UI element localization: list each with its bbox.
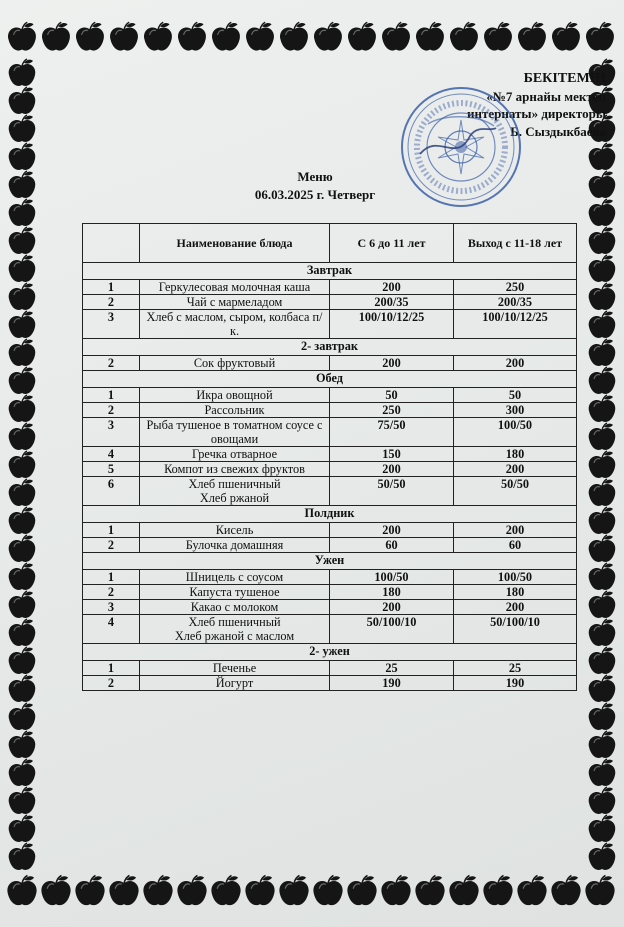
item-number: 2 [83,356,140,371]
item-number: 2 [83,538,140,553]
table-row [83,676,577,691]
portion-6-11: 50/50 [330,477,454,506]
table-row [83,418,577,447]
apple-icon [9,507,36,534]
apple-icon [9,591,36,618]
dish-name: Печенье [140,661,330,676]
section-title: 2- завтрак [83,339,577,356]
portion-11-18: 60 [454,538,577,553]
dish-name: Икра овощной [140,388,330,403]
apple-icon [144,22,172,50]
table-row [83,462,577,477]
approval-line: БЕКІТЕМІН [523,71,606,86]
apple-icon [9,647,36,674]
item-number: 3 [83,418,140,447]
apple-icon [9,619,36,646]
apple-icon [9,311,36,338]
apple-icon [8,22,36,50]
apple-icon [9,115,36,142]
item-number: 2 [83,585,140,600]
apple-icon [75,876,104,906]
apple-icon [9,395,36,422]
apple-icon [314,22,342,50]
apple-icon [589,143,616,170]
section-row [83,263,577,280]
apple-icon [589,759,616,786]
dish-name: Кисель [140,523,330,538]
item-number: 4 [83,615,140,644]
portion-6-11: 200/35 [330,295,454,310]
header-num [83,224,140,263]
portion-6-11: 200 [330,280,454,295]
portion-6-11: 100/50 [330,570,454,585]
apple-icon [9,787,36,814]
portion-11-18: 100/50 [454,418,577,447]
item-number: 3 [83,310,140,339]
table-header-row [83,224,577,263]
dish-name: Рассольник [140,403,330,418]
portion-6-11: 25 [330,661,454,676]
portion-11-18: 50/100/10 [454,615,577,644]
section-title: Обед [83,371,577,388]
item-number: 1 [83,388,140,403]
apple-icon [551,876,580,906]
apple-icon [589,731,616,758]
item-number: 2 [83,295,140,310]
portion-6-11: 100/10/12/25 [330,310,454,339]
portion-11-18: 200 [454,523,577,538]
table-row [83,447,577,462]
item-number: 3 [83,600,140,615]
portion-11-18: 200/35 [454,295,577,310]
dish-name: Чай с мармеладом [140,295,330,310]
apple-icon [589,227,616,254]
apple-icon [9,535,36,562]
portion-11-18: 100/50 [454,570,577,585]
portion-6-11: 50 [330,388,454,403]
table-row [83,600,577,615]
apple-icon [589,535,616,562]
dish-name: Хлеб пшеничный Хлеб ржаной [140,477,330,506]
table-row [83,661,577,676]
apple-icon [589,507,616,534]
item-number: 2 [83,676,140,691]
section-row [83,553,577,570]
apple-icon [586,22,614,50]
table-row [83,538,577,553]
apple-icon [211,876,240,906]
portion-11-18: 300 [454,403,577,418]
apple-icon [9,731,36,758]
dish-name: Рыба тушеное в томатном соусе с овощами [140,418,330,447]
apple-icon [585,876,614,906]
apple-icon [9,283,36,310]
portion-11-18: 180 [454,447,577,462]
apple-icon [313,876,342,906]
apple-icon [110,22,138,50]
portion-6-11: 200 [330,523,454,538]
apple-icon [9,759,36,786]
apple-icon [178,22,206,50]
portion-11-18: 200 [454,462,577,477]
apple-icon [450,22,478,50]
apple-icon [589,255,616,282]
apple-icon [7,876,36,906]
apple-icon [416,22,444,50]
header-dish: Наименование блюда [140,224,330,263]
dish-name: Геркулесовая молочная каша [140,280,330,295]
apple-icon [589,311,616,338]
menu-body [83,263,577,691]
approval-line: «№7 арнайы мектеп [486,88,606,104]
apple-icon [143,876,172,906]
table-row [83,570,577,585]
apple-icon [589,395,616,422]
apple-icon [415,876,444,906]
apple-icon [589,283,616,310]
apple-icon [449,876,478,906]
item-number: 2 [83,403,140,418]
table-row [83,388,577,403]
apple-icon [246,22,274,50]
apple-icon [518,22,546,50]
apple-icon [484,22,512,50]
apple-icon [483,876,512,906]
dish-name: Гречка отварное [140,447,330,462]
apple-icon [9,451,36,478]
section-title: Ужен [83,553,577,570]
portion-6-11: 60 [330,538,454,553]
apple-icon [9,703,36,730]
apple-icon [382,22,410,50]
section-row [83,339,577,356]
portion-6-11: 150 [330,447,454,462]
portion-11-18: 200 [454,356,577,371]
section-row [83,371,577,388]
item-number: 1 [83,280,140,295]
menu-title: Меню [297,169,333,184]
apple-icon [589,423,616,450]
apple-icon [589,647,616,674]
apple-icon [9,675,36,702]
dish-name: Сок фруктовый [140,356,330,371]
menu-date: 06.03.2025 г. Четверг [254,187,376,202]
portion-6-11: 180 [330,585,454,600]
portion-11-18: 190 [454,676,577,691]
apple-icon [589,675,616,702]
apple-icon [279,876,308,906]
portion-6-11: 200 [330,600,454,615]
apple-icon [589,703,616,730]
portion-11-18: 200 [454,600,577,615]
apple-icon [9,199,36,226]
apple-icon [9,339,36,366]
table-row [83,477,577,506]
dish-name: Йогурт [140,676,330,691]
section-title: 2- ужен [83,644,577,661]
apple-icon [9,367,36,394]
section-title: Завтрак [83,263,577,280]
table-row [83,295,577,310]
apple-icon [76,22,104,50]
approval-line: интернаты» директоры [467,106,606,121]
header-age-11-18: Выход с 11-18 лет [454,224,577,263]
apple-icon [245,876,274,906]
menu-title-block [150,168,480,204]
apple-icon [589,619,616,646]
table-row [83,615,577,644]
portion-11-18: 25 [454,661,577,676]
apple-icon [280,22,308,50]
apple-icon [109,876,138,906]
apple-icon [9,143,36,170]
apple-icon [589,787,616,814]
table-row [83,403,577,418]
dish-name: Какао с молоком [140,600,330,615]
apple-icon [517,876,546,906]
apple-icon [9,423,36,450]
portion-11-18: 250 [454,280,577,295]
apple-icon [348,22,376,50]
table-row [83,280,577,295]
item-number: 1 [83,570,140,585]
apple-icon [9,815,36,842]
dish-name: Хлеб с маслом, сыром, колбаса п/к. [140,310,330,339]
item-number: 1 [83,661,140,676]
apple-icon [589,451,616,478]
apple-icon [589,843,616,870]
portion-11-18: 180 [454,585,577,600]
apple-icon [589,815,616,842]
item-number: 4 [83,447,140,462]
apple-icon [589,479,616,506]
dish-name: Капуста тушеное [140,585,330,600]
portion-6-11: 200 [330,356,454,371]
apple-icon [589,171,616,198]
section-title: Полдник [83,506,577,523]
portion-6-11: 250 [330,403,454,418]
apple-icon [589,591,616,618]
header-age-6-11: С 6 до 11 лет [330,224,454,263]
apple-icon [589,367,616,394]
dish-name: Хлеб пшеничный Хлеб ржаной с маслом [140,615,330,644]
apple-icon [381,876,410,906]
item-number: 5 [83,462,140,477]
table-row [83,310,577,339]
menu-table [82,223,577,691]
apple-icon [9,227,36,254]
table-row [83,356,577,371]
apple-icon [9,843,36,870]
apple-icon [177,876,206,906]
portion-6-11: 75/50 [330,418,454,447]
apple-icon [589,199,616,226]
portion-11-18: 50/50 [454,477,577,506]
portion-6-11: 50/100/10 [330,615,454,644]
portion-11-18: 50 [454,388,577,403]
apple-icon [41,876,70,906]
portion-6-11: 200 [330,462,454,477]
apple-icon [552,22,580,50]
apple-icon [212,22,240,50]
apple-icon [9,59,36,86]
apple-icon [589,563,616,590]
approval-line: Б. Сыздыкбаева [510,123,606,139]
apple-icon [347,876,376,906]
apple-icon [9,87,36,114]
apple-icon [9,563,36,590]
section-row [83,506,577,523]
item-number: 1 [83,523,140,538]
dish-name: Компот из свежих фруктов [140,462,330,477]
apple-icon [9,171,36,198]
dish-name: Булочка домашняя [140,538,330,553]
apple-icon [9,479,36,506]
portion-6-11: 190 [330,676,454,691]
table-row [83,585,577,600]
item-number: 6 [83,477,140,506]
apple-icon [589,339,616,366]
portion-11-18: 100/10/12/25 [454,310,577,339]
dish-name: Шницель с соусом [140,570,330,585]
apple-icon [42,22,70,50]
table-row [83,523,577,538]
apple-icon [9,255,36,282]
section-row [83,644,577,661]
